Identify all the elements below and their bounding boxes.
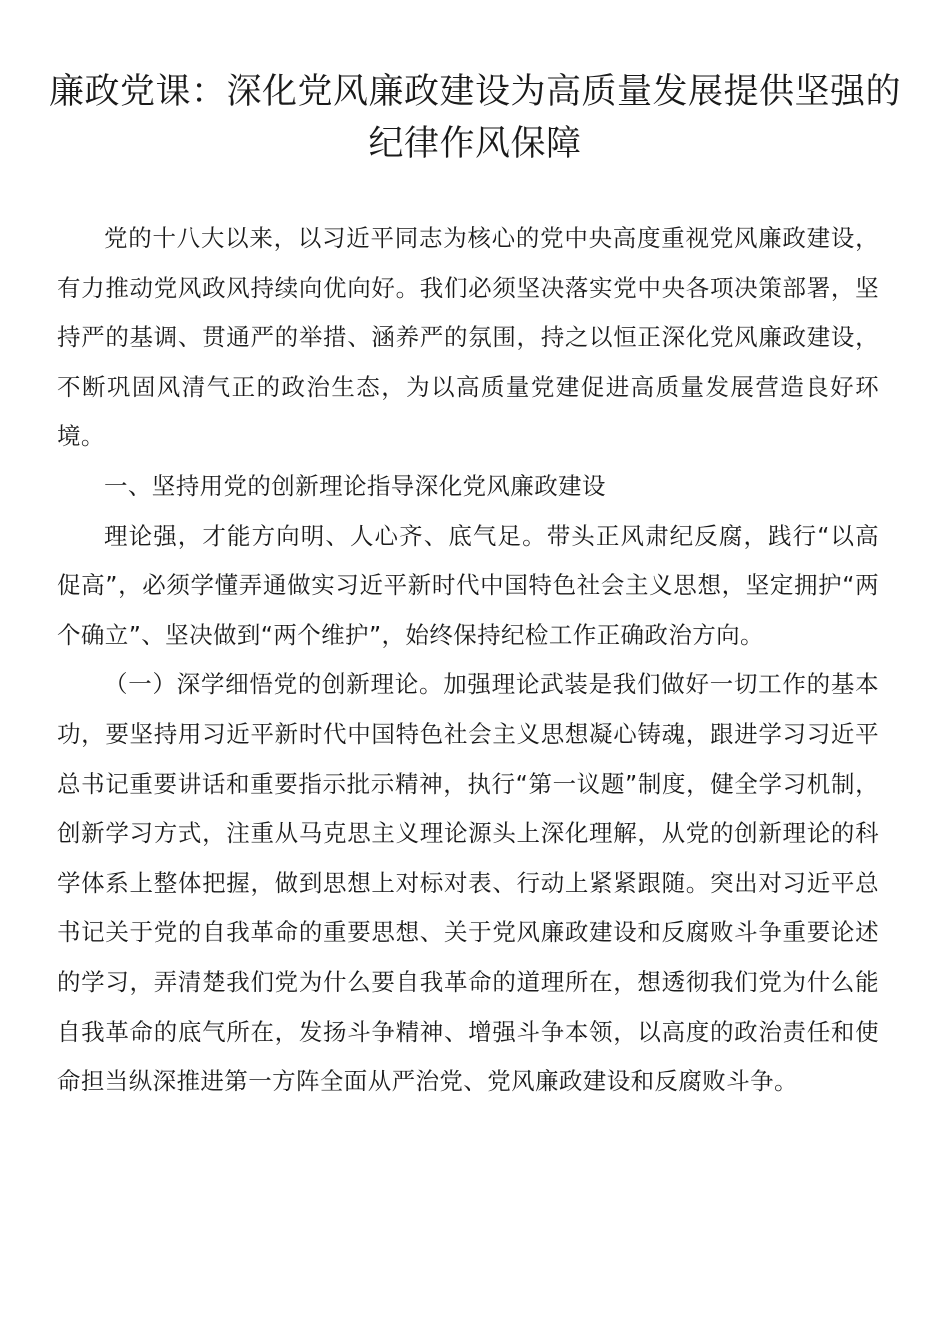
paragraph-intro: 党的十八大以来，以习近平同志为核心的党中央高度重视党风廉政建设，有力推动党风政风持续向优向好。我们必须坚决落实党中央各项决策部署，坚持严的基调、贯通严的举措、涵养严的氛围，持之以恒正深化党风廉政建设，不断巩固风清气正的政治生态，为以高质量党建促进高质量发展营造良好环境。: [57, 224, 879, 451]
document-body: [57, 214, 879, 1107]
section-heading-1: 一、坚持用党的创新理论指导深化党风廉政建设: [104, 471, 606, 500]
document-title: 廉政党课：深化党风廉政建设为高质量发展提供坚强的纪律作风保障: [48, 72, 901, 164]
paragraph-subsection-1: （一）深学细悟党的创新理论。加强理论武装是我们做好一切工作的基本功，要坚持用习近平新时代中国特色社会主义思想凝心铸魂，跟进学习习近平总书记重要讲话和重要指示批示精神，执行“第一议题”制度，健全学习机制，创新学习方式，注重从马克思主义理论源头上深化理解，从党的创新理论的科学体系上整体把握，做到思想上对标对表、行动上紧紧跟随。突出对习近平总书记关于党的自我革命的重要思想、关于党风廉政建设和反腐败斗争重要论述的学习，弄清楚我们党为什么要自我革命的道理所在，想透彻我们党为什么能自我革命的底气所在，发扬斗争精神、增强斗争本领，以高度的政治责任和使命担当纵深推进第一方阵全面从严治党、党风廉政建设和反腐败斗争。: [57, 670, 879, 1096]
paragraph-theory: 理论强，才能方向明、人心齐、底气足。带头正风肃纪反腐，践行“以高促高”，必须学懂弄通做实习近平新时代中国特色社会主义思想，坚定拥护“两个确立”、坚决做到“两个维护”，始终保持纪检工作正确政治方向。: [57, 521, 879, 649]
